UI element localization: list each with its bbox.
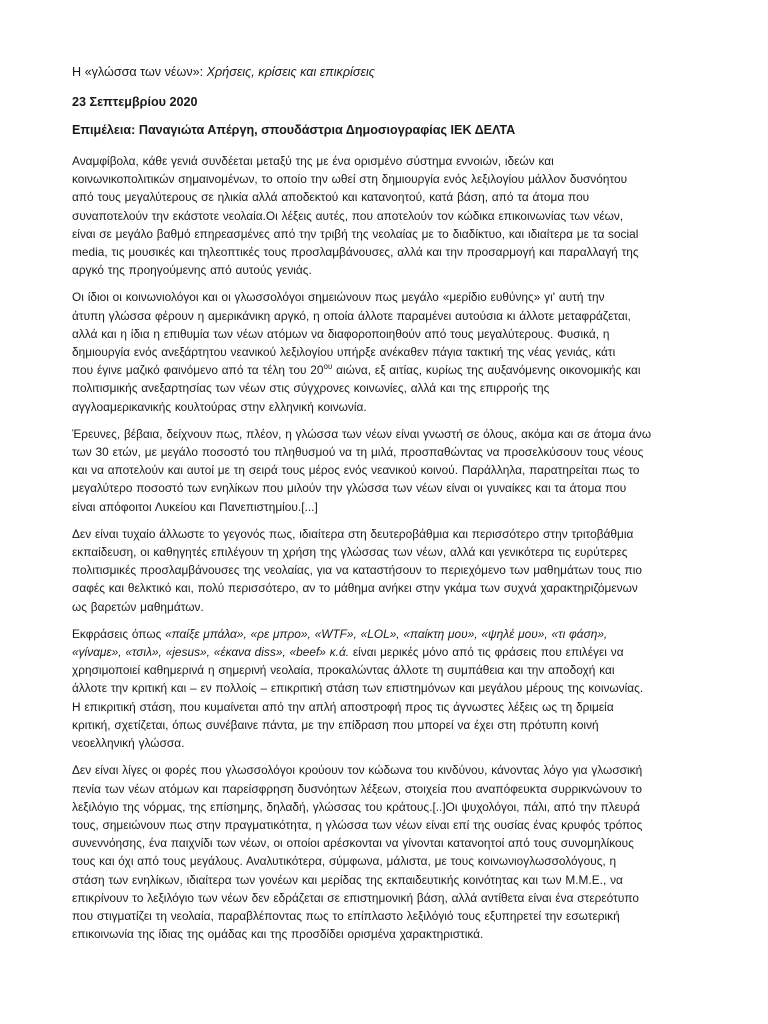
slang-examples: «παίξε μπάλα», «ρε μπρο», «WTF», «LOL», «παίκτη μου», «ψηλέ μου», «τι φάση», [165,626,608,641]
paragraph-4 [72,525,712,616]
article-title [72,64,712,80]
text-line: που στιγματίζει τη νεολαία, παραβλέποντας πως το επίπλαστο λεξιλόγιό τους εξυπηρετεί την εσωτερική [72,908,620,923]
slang-examples: «γίναμε», «τσιλ», «jesus», «έκανα diss», «beef» κ.ά. [72,645,350,660]
text-line: Δεν είναι λίγες οι φορές που γλωσσολόγοι κρούουν τον κώδωνα του κινδύνου, κάνοντας λόγο για γλωσσική [72,763,643,778]
text-line: χρησιμοποιεί καθημερινά η σημερινή νεολαία, προκαλώντας άλλοτε τη συμπάθεια και την αποδοχή και [72,663,615,678]
text-line: αλλά και η ίδια η επιθυμία των νέων ατόμων να διαφοροποιηθούν από τους μεγαλύτερους. Φυσικά, η [72,326,610,341]
text-line: στάση των ενηλίκων, ιδιαίτερα των γονέων και μερίδας της εκπαιδευτικής κοινότητας και των Μ.Μ.Ε., να [72,872,623,887]
text-line: άλλοτε την κριτική και – εν πολλοίς – επικριτική στάση των επιστημόνων και μεγάλου μέρους της κοινωνίας. [72,681,644,696]
title-plain: Η «γλώσσα των νέων»: [72,65,207,79]
text-line: μεγαλύτερο ποσοστό των ενηλίκων που μιλούν την γλώσσα των νέων είναι οι γυναίκες και τα άτομα που [72,481,627,496]
text-line: σαφές και θελκτικό και, πολύ περισσότερο, αν το μάθημα ανήκει στην γκάμα των συχνά χαρακτηριζόμενων [72,581,638,596]
ordinal-superscript: ου [323,362,333,372]
text-segment: που έγινε μαζικό φαινόμενο από τα τέλη του 20 [72,363,324,378]
text-line: media, τις μουσικές και τηλεοπτικές τους προσλαμβάνουσες, αλλά και την προσαρμογή και παραλλαγή της [72,245,639,260]
article-author: Επιμέλεια: Παναγιώτα Απέργη, σπουδάστρια Δημοσιογραφίας ΙΕΚ ΔΕΛΤΑ [72,123,516,137]
text-line: Αναμφίβολα, κάθε γενιά συνδέεται μεταξύ της με ένα ορισμένο σύστημα εννοιών, ιδεών και [72,154,554,168]
text-line: τους και όχι από τους μεγάλους. Αναλυτικότερα, σύμφωνα, μάλιστα, με τους κοινωνιογλωσσολόγους, η [72,854,617,869]
text-line: επικοινωνία της ίδιας της ομάδας και της προσδίδει ορισμένα χαρακτηριστικά. [72,927,484,942]
text-line: από τους μεγαλύτερους σε ηλικία αλλά αποδεκτού και κατανοητού, κατά βάση, από τα άτομα που [72,190,590,205]
text-line: τους, σημειώνουν πως στην πραγματικότητα, η γλώσσα των νέων είναι επί της ουσίας ένας κρυφός τρόπος [72,817,643,832]
text-segment: είναι μερικές μόνο από τις φράσεις που επιλέγει να [349,645,624,660]
text-line: αργκό της προηγούμενης από αυτούς γενιάς. [72,263,312,278]
text-line: ως βαρετών μαθημάτων. [72,599,204,614]
text-line: είναι σε μεγάλο βαθμό επηρεασμένες από την τριβή της νεολαίας με το διαδίκτυο, και ιδιαίτερα με τα social [72,226,639,241]
text-segment: Εκφράσεις όπως [72,626,166,641]
text-line: εκπαίδευση, οι καθηγητές επιλέγουν τη χρήση της γλώσσας των νέων, αλλά και γενικότερα τις ευρύτερες [72,545,628,560]
text-line [72,625,712,643]
paragraph-1 [72,152,712,279]
text-line: πολιτισμικές προσλαμβάνουσες της νεολαίας, για να καταστήσουν το περιεχόμενο των μαθημάτων τους πιο [72,563,643,578]
text-line: κοινωνικοπολιτικών σημαινομένων, το οποίο την ωθεί στη δημιουργία ενός λεξιλογίου μάλλον δυσνόητου [72,172,628,187]
text-line: είναι απόφοιτοι Λυκείου και Πανεπιστημίου.[...] [72,499,318,514]
text-line: λεξιλόγιο της νόρμας, της επίσημης, δηλαδή, γλώσσας του κράτους.[..]Οι ψυχολόγοι, πάλι, από την πλευρά [72,799,641,814]
text-line [72,643,712,661]
text-line: άτυπη γλώσσα φέρουν η αμερικάνικη αργκό, η οποία άλλοτε παραμένει αυτούσια κι άλλοτε μεταφράζεται, [72,308,631,323]
article-date: 23 Σεπτεμβρίου 2020 [72,95,198,109]
text-line: επικρίνουν το λεξιλόγιο των νέων δεν εδράζεται σε επιστημονική βάση, αλλά αντίθετα είναι ένα στερεότυπο [72,890,639,905]
text-line: αγγλοαμερικανικής κουλτούρας στην ελληνική κοινωνία. [72,399,367,414]
paragraph-3 [72,425,712,516]
text-line: Έρευνες, βέβαια, δείχνουν πως, πλέον, η γλώσσα των νέων είναι γνωστή σε όλους, ακόμα και σε άτομα άνω [72,426,652,441]
text-line: συναποτελούν την εκάστοτε νεολαία.Οι λέξεις αυτές, που αποτελούν τον κώδικα επικοινωνίας των νέων, [72,208,624,223]
text-line: κριτική, σχετίζεται, όπως συνέβαινε πάντα, με την επίδραση που μπορεί να έχει στη πρότυπη κοινή [72,717,599,732]
text-line: πενία των νέων ατόμων και παρείσφρηση δυσνόητων λέξεων, στοιχεία που αναπόφευκτα συρρικνώνουν το [72,781,642,796]
paragraph-5 [72,625,712,752]
text-line: νεοελληνική γλώσσα. [72,736,185,751]
text-line: Δεν είναι τυχαίο άλλωστε το γεγονός πως, ιδιαίτερα στη δευτεροβάθμια και περισσότερο στην τριτοβάθμια [72,526,634,541]
title-italic: Χρήσεις, κρίσεις και επικρίσεις [206,65,375,79]
text-line: πολιτισμικής ανεξαρτησίας των νέων στις σύγχρονες κοινωνίες, αλλά και της επιρροής της [72,381,550,396]
article [72,64,712,952]
text-line: Οι ίδιοι οι κοινωνιολόγοι και οι γλωσσολόγοι σημειώνουν πως μεγάλο «μερίδιο ευθύνης» γι' αυτή την [72,290,605,305]
text-line: συνεννόησης, ένα παιχνίδι των νέων, οι οποίοι αρέσκονται να γίνονται κατανοητοί από τους συνομηλίκους [72,836,634,851]
text-line: δημιουργία ενός ανεξάρτητου νεανικού λεξιλογίου υπήρξε ανέκαθεν πάγια τακτική της νέας γενιάς, κάτι [72,345,616,360]
text-line: των 30 ετών, με μεγάλο ποσοστό του πληθυσμού να τη μιλά, προσπαθώντας να προσελκύσουν τους νέους [72,445,644,460]
text-line: Η επικριτική στάση, που κυμαίνεται από την απλή αποστροφή προς τις άγνωστες λέξεις ως τη δριμεία [72,699,614,714]
paragraph-6 [72,761,712,943]
text-line: και να αποτελούν και αυτοί με τη σειρά τους μέρος ενός νεανικού κοινού. Παράλληλα, παρατηρείται πως το [72,463,640,478]
text-segment: αιώνα, εξ αιτίας, κυρίως της αυξανόμενης οικονομικής και [332,363,641,378]
text-line [72,361,712,379]
paragraph-2 [72,288,712,415]
